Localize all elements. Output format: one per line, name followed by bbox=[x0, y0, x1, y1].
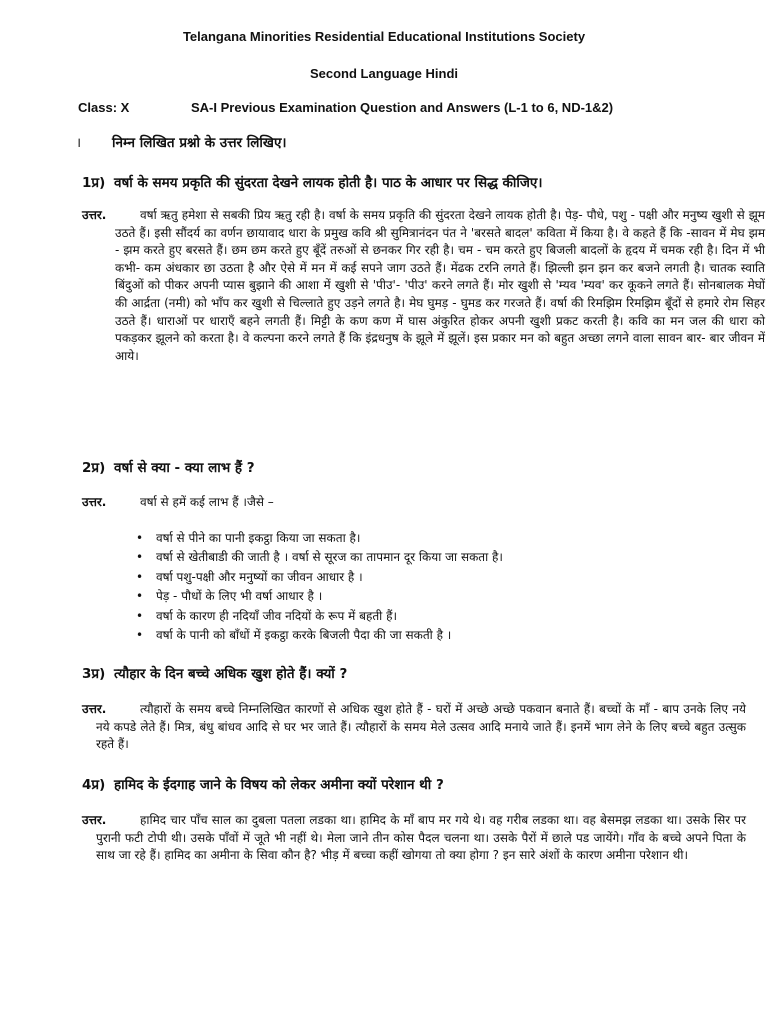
answer-label: उत्तर. bbox=[82, 813, 107, 827]
answer-label: उत्तर. bbox=[82, 208, 107, 222]
bullet: • bbox=[136, 608, 144, 623]
subject-title: Second Language Hindi bbox=[309, 66, 459, 81]
answer-2-intro bbox=[82, 493, 274, 510]
instruction-marker: । bbox=[76, 135, 82, 151]
exam-title: SA-I Previous Examination Question and Answers (L-1 to 6, ND-1&2) bbox=[191, 100, 614, 115]
list-item: • पेड़ - पौधों के लिए भी वर्षा आधार है । bbox=[132, 587, 503, 606]
question-number: 2प्र) bbox=[82, 460, 106, 476]
answer-3 bbox=[82, 701, 746, 754]
bullet: • bbox=[136, 550, 144, 565]
benefits-list bbox=[132, 529, 503, 645]
class-label: Class: X bbox=[78, 100, 130, 115]
question-4 bbox=[82, 775, 444, 793]
question-text: वर्षा से क्या - क्या लाभ हैं ? bbox=[113, 460, 255, 476]
list-item: • वर्षा से पीने का पानी इकट्ठा किया जा सकता है। bbox=[132, 529, 503, 548]
instruction-text: निम्न लिखित प्रश्नो के उत्तर लिखिए। bbox=[112, 135, 287, 151]
answer-text: त्यौहारों के समय बच्चे निम्नलिखित कारणों से अधिक खुश होते हैं - घरों में अच्छे अच्छे पकवान बनाते हैं। बच्चों के माँ - बाप उनके लिए नये नये कपडे लेते हैं। मित्र, बंधु बांधव आदि से घर भर जाते हैं। त्यौहारों के समय मेले उत्सव आदि मनाये जाते हैं। इनमें भाग लेने के लिए बच्चे बहुत उत्सुक रहते हैं। bbox=[96, 702, 746, 752]
answer-text: हामिद चार पाँच साल का दुबला पतला लडका था। हामिद के माँ बाप मर गये थे। वह गरीब लडका था। वह बेसमझ लडका था। उसके सिर पर पुरानी फटी टोपी थी। उसके पाँवों में जूते भी नहीं थे। मेला जाने तीन कोस पैदल चलना था। उसके पैरों में छाले पड जायेंगे। गाँव के बच्चे अपने पिता के साथ जा रहे हैं। हामिद का अमीना के सिवा कौन है? भीड़ में बच्चा कहीं खोगया तो क्या होगा ? इन सारे अंशों के कारण अमीना परेशान थी। bbox=[96, 813, 746, 863]
bullet: • bbox=[136, 569, 144, 584]
class-exam-line bbox=[78, 100, 758, 115]
question-1 bbox=[82, 173, 543, 191]
list-item: • वर्षा के कारण ही नदियाँ जीव नदियों के रूप में बहती हैं। bbox=[132, 607, 503, 626]
question-text: त्यौहार के दिन बच्चे अधिक खुश होते हैं। क्यों ? bbox=[113, 666, 348, 682]
answer-text: वर्षा ऋतु हमेशा से सबकी प्रिय ऋतु रही है। वर्षा के समय प्रकृति की सुंदरता देखने लायक होती है। पेड़- पौधे, पशु - पक्षी और मनुष्य खुशी से झूम उठते हैं। इसी सौंदर्य का वर्णन छायावाद धारा के प्रमुख कवि श्री सुमित्रानंदन पंत ने 'बरसते बादल' कविता में किया है। वे कहते हैं कि -सावन में मेघ झम - झम करते हुए बरसते हैं। छम छम करते हुए बूँदें तरुओं से छनकर गिर रही है। चम - चम करते हुए बिजली बादलों के हृदय में चमक रही है। दिन में भी कभी- कम अंधकार छा उठता है और ऐसे में मन में कई सपने जाग उठते हैं। मेंढक टरनि लगते हैं। झिल्ली झन झन कर बजने लगती है। चातक स्वाति बिंदुओं को पीकर अपनी प्यास बुझाने की आशा में खुशी से 'पीउ'- 'पीउ' करने लगते हैं। मोर खुशी से 'म्यव 'म्यव' कर कूकने लगते हैं। सोनबालक मेघों की आर्द्रता (नमी) को भाँप कर खुशी से चिल्लाते हुए उड़ने लगते है। मेघ घुमड़ - घुमड कर गरजते हैं। वर्षा की रिमझिम रिमझिम बूँदों से हमारे रोम सिहर उठते हैं। धाराओं पर धाराएँ बहने लगती हैं। मिट्टी के कण कण में घास अंकुरित होकर अपनी खुशी प्रकट करती है। कवि का मन जल की धारा को पकड़कर झूलने को करता है। वे कल्पना करने लगते हैं कि इंद्रधनुष के झूले में झूलें। इस प्रकार मन को बहुत अच्छा लगने वाला सावन बार- बार जीवन में आये। bbox=[115, 208, 765, 363]
question-number: 3प्र) bbox=[82, 666, 106, 682]
answer-1 bbox=[82, 207, 765, 365]
institution-title: Telangana Minorities Residential Educational Institutions Society bbox=[182, 29, 586, 44]
question-3 bbox=[82, 664, 347, 682]
question-text: वर्षा के समय प्रकृति की सुंदरता देखने लायक होती है। पाठ के आधार पर सिद्ध कीजिए। bbox=[113, 175, 543, 191]
bullet: • bbox=[136, 627, 144, 642]
bullet: • bbox=[136, 589, 144, 604]
instruction bbox=[76, 133, 287, 151]
bullet: • bbox=[136, 531, 144, 545]
question-number: 1प्र) bbox=[82, 175, 106, 191]
list-item: • वर्षा पशु-पक्षी और मनुष्यों का जीवन आधार है । bbox=[132, 568, 503, 587]
question-text: हामिद के ईदगाह जाने के विषय को लेकर अमीना क्यों परेशान थी ? bbox=[113, 777, 444, 793]
question-number: 4प्र) bbox=[82, 777, 106, 793]
answer-label: उत्तर. bbox=[82, 495, 107, 509]
list-item: • वर्षा से खेतीबाडी की जाती है । वर्षा से सूरज का तापमान दूर किया जा सकता है। bbox=[132, 548, 503, 567]
list-item: • वर्षा के पानी को बाँधों में इकट्ठा करके बिजली पैदा की जा सकती है । bbox=[132, 626, 503, 645]
question-2 bbox=[82, 458, 255, 476]
answer-label: उत्तर. bbox=[82, 702, 107, 716]
answer-4 bbox=[82, 812, 746, 865]
answer-text: वर्षा से हमें कई लाभ हैं ।जैसे – bbox=[140, 495, 274, 509]
